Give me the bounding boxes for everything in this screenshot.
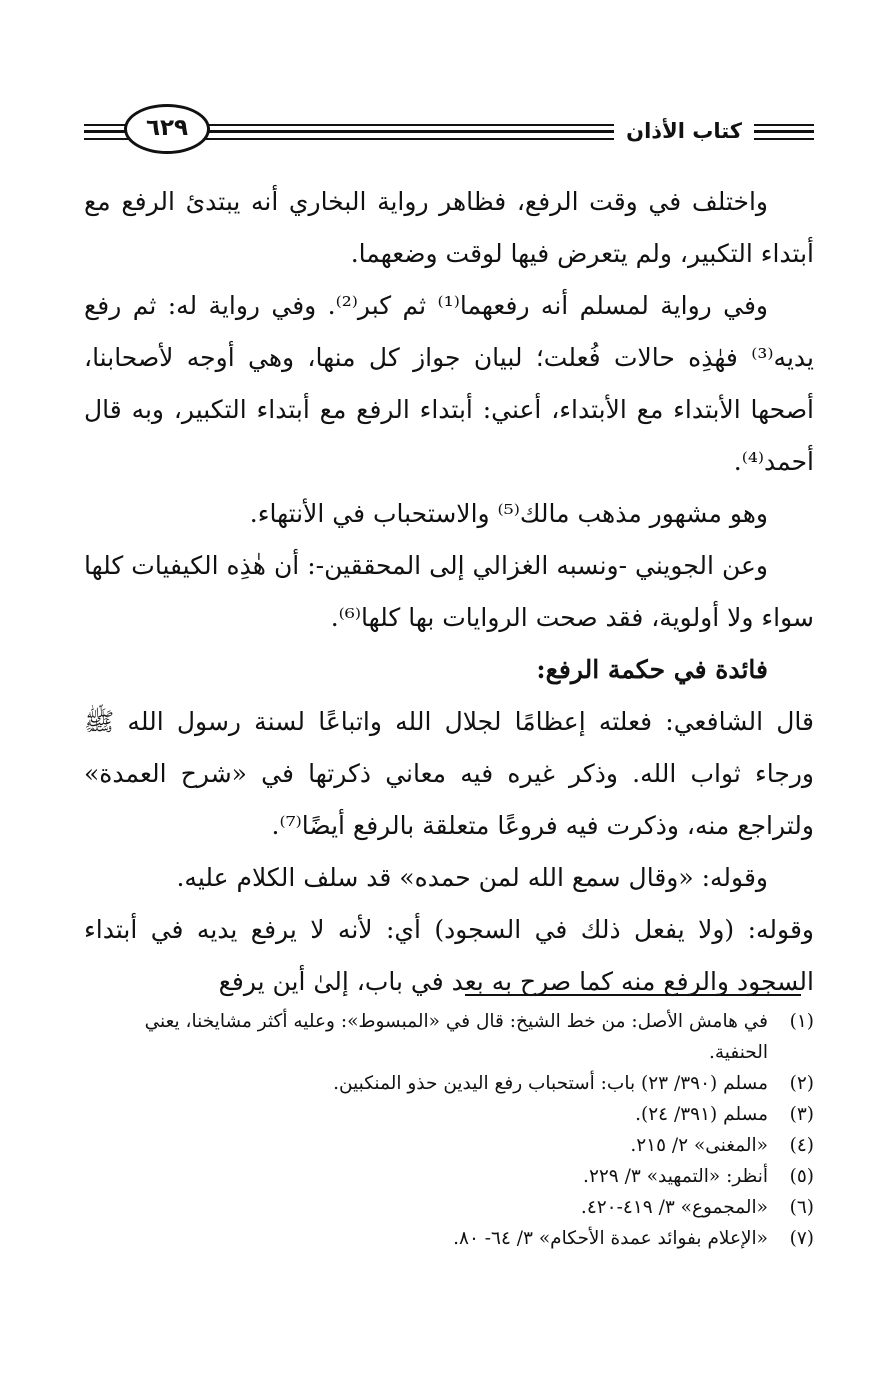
footnote-number: (٥) — [789, 1166, 814, 1187]
footnote-text: مسلم (٣٩١/ ٢٤). — [635, 1104, 768, 1125]
body-text — [84, 176, 814, 1008]
footnote — [84, 1130, 814, 1161]
footnote — [84, 1161, 814, 1192]
footnote-number: (٢) — [789, 1073, 814, 1094]
footnote-number: (٤) — [789, 1135, 814, 1156]
paragraph: واختلف في وقت الرفع، فظاهر رواية البخاري أنه يبتدئ الرفع مع أبتداء التكبير، ولم يتعرض فيها لوقت وضعهما. — [84, 187, 814, 268]
page-number: ٦٢٩ — [124, 104, 210, 154]
footnote-number: (٧) — [789, 1228, 814, 1249]
chapter-title: كتاب الأذان — [614, 114, 754, 148]
footnote-number: (١) — [789, 1011, 814, 1032]
footnote-text: «الإعلام بفوائد عمدة الأحكام» ٣/ ٦٤- ٨٠. — [453, 1228, 768, 1249]
footnotes — [84, 1006, 814, 1254]
footnote-text: «المغنى» ٢/ ٢١٥. — [630, 1135, 768, 1156]
footnote — [84, 1099, 814, 1130]
footnote-separator — [465, 994, 801, 996]
footnote — [84, 1006, 814, 1068]
paragraph: وقوله: «وقال سمع الله لمن حمده» قد سلف الكلام عليه. — [176, 863, 768, 892]
footnote-text: أنظر: «التمهيد» ٣/ ٢٢٩. — [583, 1166, 768, 1187]
footnote-text: في هامش الأصل: من خط الشيخ: قال في «المبسوط»: وعليه أكثر مشايخنا، يعني الحنفية. — [144, 1011, 768, 1063]
footnote — [84, 1068, 814, 1099]
paragraph: وهو مشهور مذهب مالك⁽⁵⁾ والاستحباب في الأنتهاء. — [249, 499, 768, 528]
footnote — [84, 1223, 814, 1254]
footnote-number: (٦) — [789, 1197, 814, 1218]
section-heading: فائدة في حكمة الرفع: — [536, 655, 768, 684]
footnote-number: (٣) — [789, 1104, 814, 1125]
paragraph: قال الشافعي: فعلته إعظامًا لجلال الله واتباعًا لسنة رسول الله ﷺ ورجاء ثواب الله. وذكر غيره فيه معاني ذكرتها في «شرح العمدة» ولتراجع منه، وذكرت فيه فروعًا متعلقة بالرفع أيضًا⁽⁷⁾. — [84, 707, 814, 840]
footnote-text: مسلم (٣٩٠/ ٢٣) باب: أستحباب رفع اليدين حذو المنكبين. — [333, 1073, 768, 1094]
paragraph: وعن الجويني -ونسبه الغزالي إلى المحققين-: أن هٰذِه الكيفيات كلها سواء ولا أولوية، فقد صحت الروايات بها كلها⁽⁶⁾. — [84, 551, 814, 632]
paragraph: وفي رواية لمسلم أنه رفعهما⁽¹⁾ ثم كبر⁽²⁾. وفي رواية له: ثم رفع يديه⁽³⁾ فهٰذِه حالات فُعلت؛ لبيان جواز كل منها، وهي أوجه لأصحابنا، أصحها الأبتداء مع الأبتداء، أعني: أبتداء الرفع مع أبتداء التكبير، وبه قال أحمد⁽⁴⁾. — [84, 291, 814, 476]
paragraph: وقوله: (ولا يفعل ذلك في السجود) أي: لأنه لا يرفع يديه في أبتداء السجود والرفع منه كما صرح به بعد في باب، إلىٰ أين يرفع — [84, 915, 814, 996]
running-header — [84, 100, 814, 164]
footnote — [84, 1192, 814, 1223]
footnote-text: «المجموع» ٣/ ٤١٩-٤٢٠. — [580, 1197, 768, 1218]
